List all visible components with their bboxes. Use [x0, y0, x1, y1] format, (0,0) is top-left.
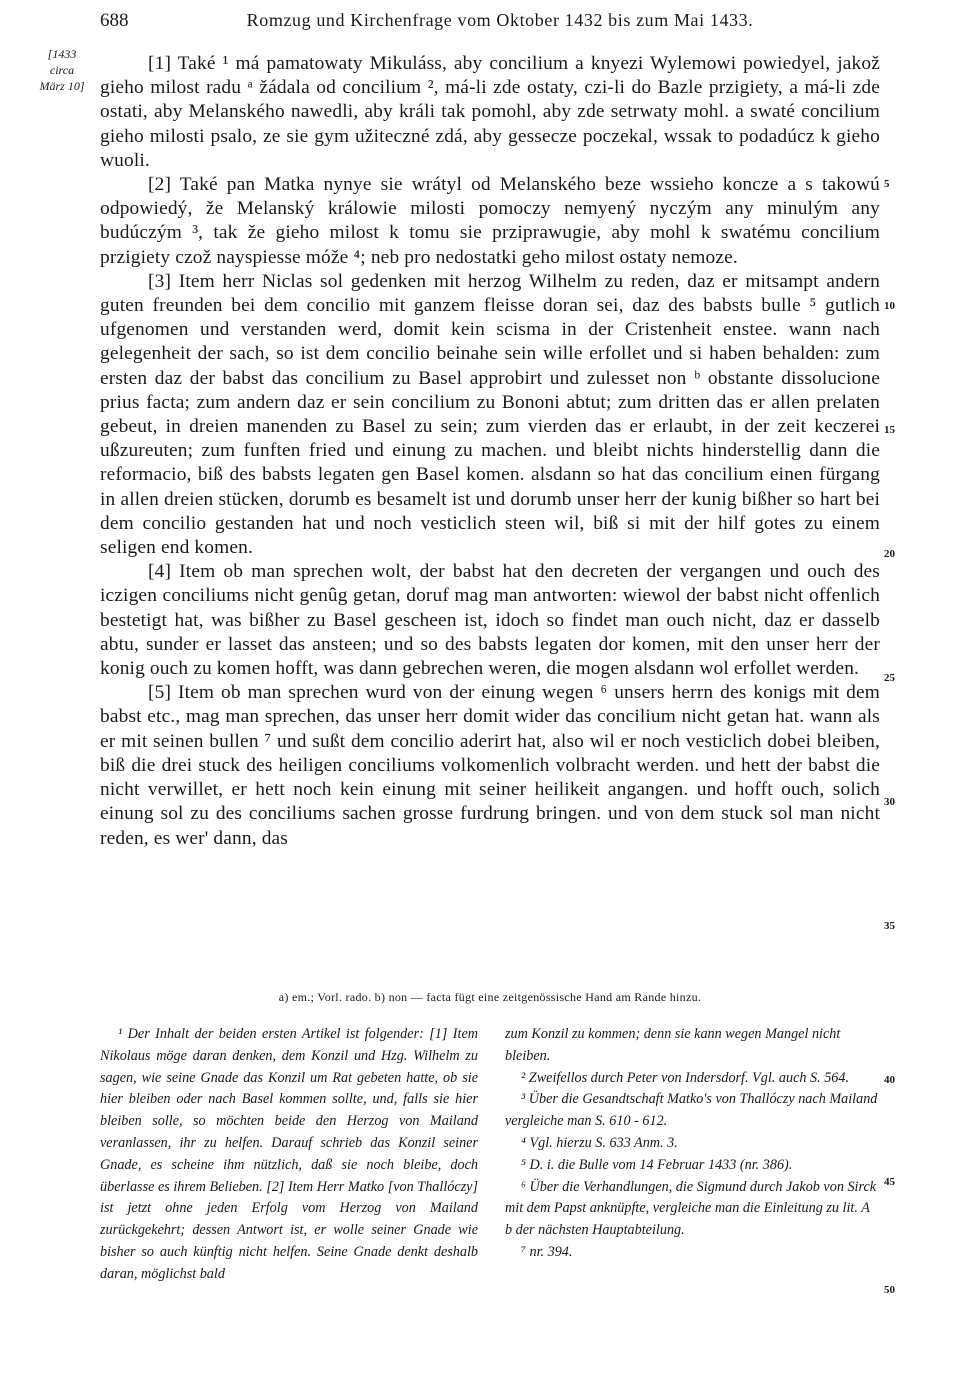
page-number: 688 — [100, 10, 129, 31]
margin-date-day: März 10] — [39, 79, 85, 93]
footnote-2: ² Zweifellos durch Peter von Indersdorf. Vgl. auch S. 564. — [521, 1069, 850, 1086]
footnote-3: ³ Über die Gesandtschaft Matko's von Thallóczy nach Mailand vergleiche man S. 610 - 612. — [505, 1091, 878, 1130]
footnote-7: ⁷ nr. 394. — [521, 1243, 573, 1260]
margin-date-year: [1433 — [47, 47, 77, 61]
footnotes-left-column — [100, 1024, 478, 1286]
main-text — [100, 52, 880, 851]
footnote-5: ⁵ D. i. die Bulle vom 14 Februar 1433 (nr. 386). — [521, 1156, 793, 1173]
critical-apparatus: a) em.; Vorl. rado. b) non — facta fügt eine zeitgenössische Hand am Rande hinzu. — [278, 990, 702, 1004]
footnote-1: ¹ Der Inhalt der beiden ersten Artikel ist folgender: [1] Item Nikolaus möge daran denken, dem Konzil und Hzg. Wilhelm zu sagen, wie seine Gnade das Konzil um Rat gebeten hatte, ob sie hier bleiben oder nach Basel kommen sollte, und, falls sie hier bleiben solle, so möchten beide den Herzog von Mailand veranlassen, ihr zu helfen. Darauf schrieb das Konzil seiner Gnade, es scheine ihm nützlich, daß sie noch bleibe, doch überlasse es ihrem Belieben. [2] Item Herr Matko [von Thallóczy] ist jetzt ohne jeden Erfolg vom Herzog von Mailand zurückgekehrt; dessen Antwort ist, er wolle seiner Gnade wie bisher so auch künftig nicht helfen. Seine Gnade denkt deshalb daran, möglichst bald — [100, 1026, 478, 1282]
line-number: 15 — [884, 424, 895, 436]
line-number-column — [884, 0, 914, 1396]
running-head: Romzug und Kirchenfrage vom Oktober 1432 bis zum Mai 1433. — [246, 10, 754, 30]
line-number: 35 — [884, 920, 895, 932]
footnote-6: ⁶ Über die Verhandlungen, die Sigmund durch Jakob von Sirck mit dem Papst anknüpfte, vergleiche man die Einleitung zu lit. A b der nächsten Hauptabteilung. — [505, 1178, 877, 1239]
line-number: 30 — [884, 796, 895, 808]
line-number: 40 — [884, 1074, 895, 1086]
line-number: 25 — [884, 672, 895, 684]
line-number: 45 — [884, 1176, 895, 1188]
page-header — [100, 10, 880, 36]
line-number: 10 — [884, 300, 895, 312]
paragraph-4: [4] Item ob man sprechen wolt, der babst hat den decreten der vergangen und ouch des iczigen conciliums nicht genûg getan, doruf mag man antworten: wiewol der babst nicht offenlich bestetigt hat, was bißher zu Basel gescheen ist, idoch so findet man ouch nicht, daz er dasselb abtu, sunder er lasset das ansteen; und so des babsts legaten dor komen, mit den unser herr der konig ouch zu komen hofft, was dann gebrechen weren, die mogen alsdann wol erfollet werden. — [100, 561, 880, 680]
footnote-4: ⁴ Vgl. hierzu S. 633 Anm. 3. — [521, 1134, 678, 1151]
margin-date-note — [30, 46, 94, 94]
paragraph-2: [2] Také pan Matka nynye sie wrátyl od Melanského beze wssieho koncze a s takowú odpowiedý, že Melanský králowie milosti pomoczy nemyený nyczým any minulým any budúczým ³, tak že gieho milost k tomu sie prziprawugie, aby mohl k swatému concilium przigiety czož nayspiesse móže ⁴; neb pro nedostatki geho milost ostaty nemoze. — [100, 174, 880, 268]
line-number: 5 — [884, 178, 890, 190]
paragraph-5: [5] Item ob man sprechen wurd von der einung wegen ⁶ unsers herrn des konigs mit dem babst etc., mag man sprechen, das unser herr domit wider das concilium nicht getan hat. wann als er mit seinen bullen ⁷ und sußt dem concilio aderirt hat, also wil er noch vesticlich dobei bleiben, biß die drei stuck des heiligen conciliums volkomenlich volbracht werden. und hett der babst die nicht verwillet, er hett noch kein einung mit seiner heilikeit angangen. und hofft ouch, solich einung sol zu des conciliums sachen grosse furdrung bringen. und von dem stuck sol man nicht reden, es wer' dann, das — [100, 682, 880, 849]
line-number: 50 — [884, 1284, 895, 1296]
footnote-1-continued: zum Konzil zu kommen; denn sie kann wegen Mangel nicht bleiben. — [505, 1026, 841, 1064]
footnotes-right-column — [505, 1024, 880, 1264]
paragraph-1: [1] Také ¹ má pamatowaty Mikuláss, aby concilium a knyezi Wylemowi powiedyel, jakož gieho milost radu ᵃ žádala od concilium ², má-li zde ostaty, czi-li do Bazle przigiety, a má-li zde ostati, aby Melanského nawedli, aby králi tak pomohl, aby zde setrwaty mohl. a swaté concilium gieho milosti psalo, ze sie gym užiteczné zdá, aby gessecze poczekal, wssak to podadúcz k gieho wuoli. — [100, 53, 880, 171]
line-number: 20 — [884, 548, 895, 560]
margin-date-circa: circa — [49, 63, 75, 77]
paragraph-3: [3] Item herr Niclas sol gedenken mit herzog Wilhelm zu reden, daz er mitsampt andern guten freunden bei dem concilio mit ganzem fleisse doran sei, daz des babsts bulle ⁵ gutlich ufgenomen und verstanden werd, domit kein scisma in der Cristenheit enstee. wann nach gelegenheit der sach, so ist dem concilio beinahe sein wille erfollet und si haben behalden: zum ersten daz der babst das concilium zu Basel approbirt und zulesset non ᵇ obstante dissolucione prius facta; zum andern daz er sein concilium zu Bononi abtut; zum dritten das er allen prelaten gebeut, in dreien manenden zu Basel zu sein; zum vierden das er erlaubt, in der zeit keczerei ußzureuten; zum funften fried und einung zu machen. und bleibt nichts hinderstellig dann die reformacio, biß des babsts legaten gen Basel komen. alsdann so hat das concilium einen fürgang in allen dreien stücken, dorumb es besamelt ist und dorumb unser herr der kunig bißher so hart bei dem concilio gestanden hat und noch vesticlich steen wil, biß si mit der hilf gotes zu einem seligen end komen. — [100, 270, 880, 559]
